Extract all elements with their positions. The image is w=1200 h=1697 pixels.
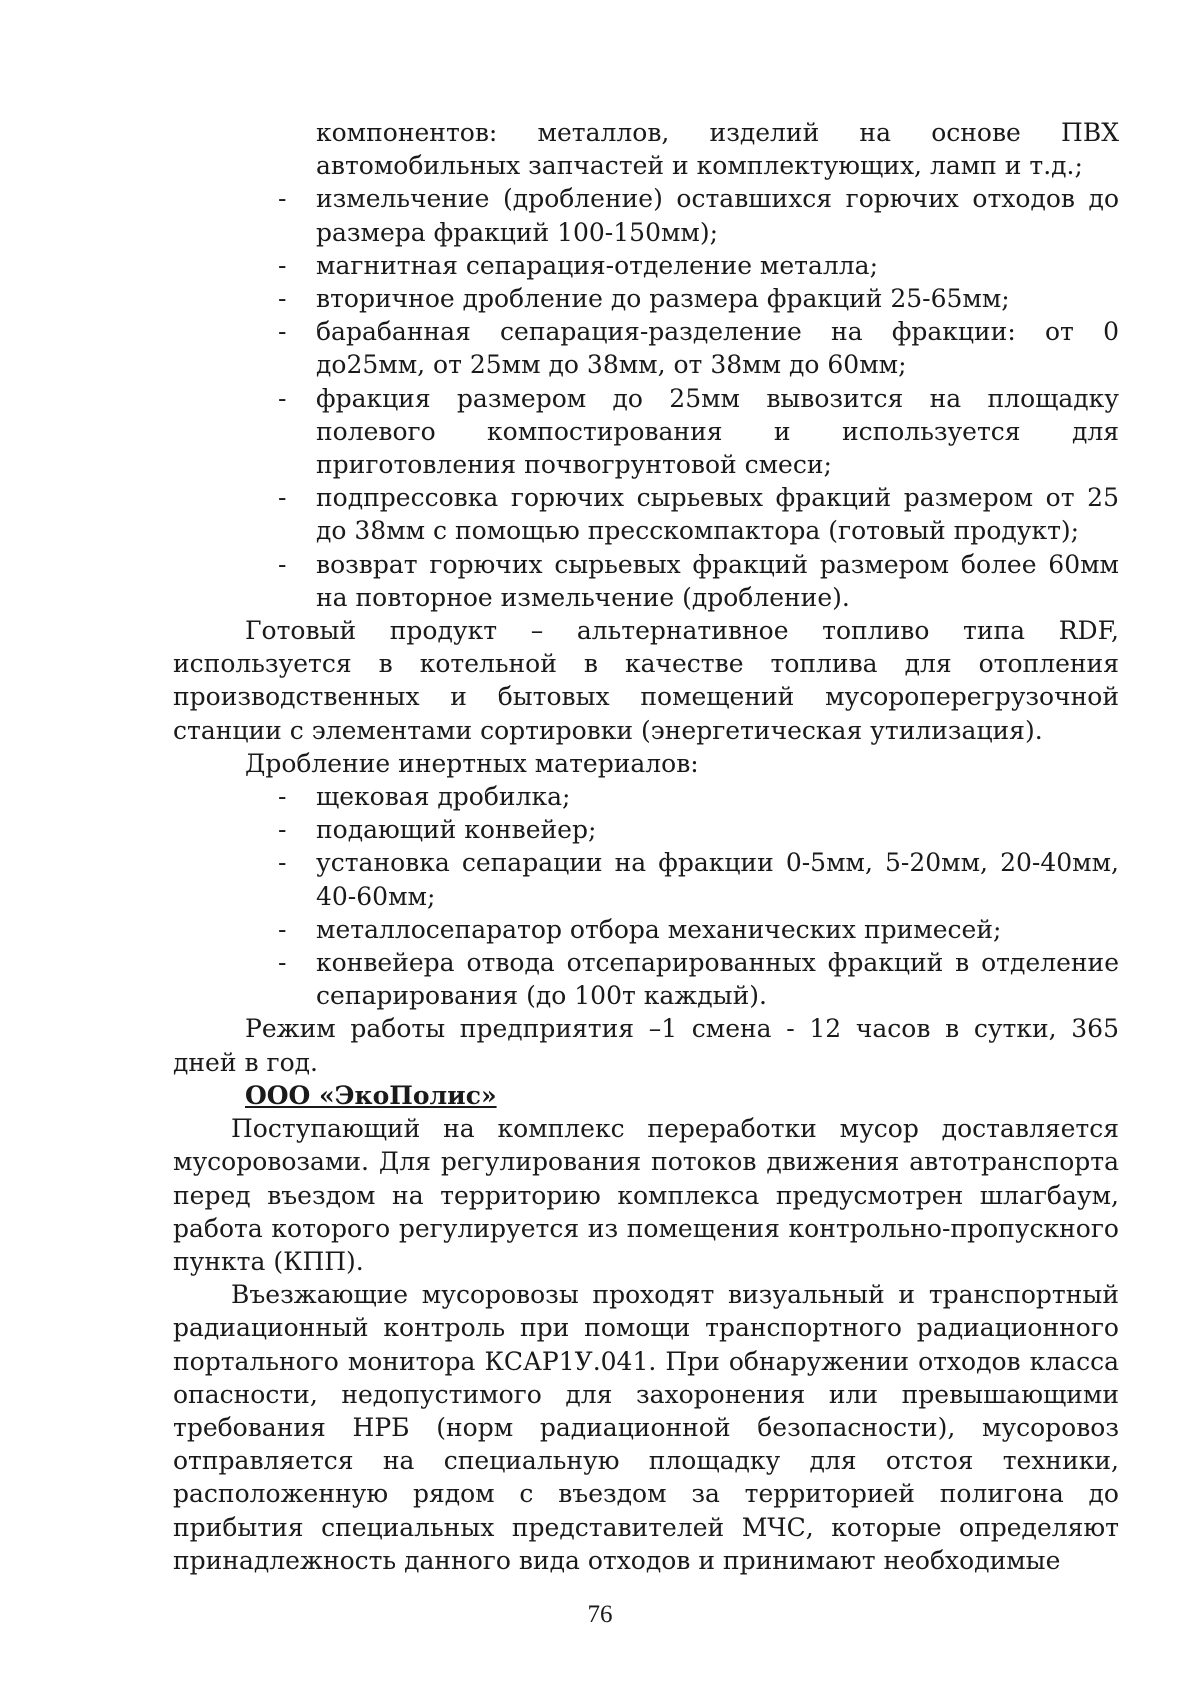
paragraph-arrival: Поступающий на комплекс переработки мусор доставляется мусоровозами. Для регулирования потоков движения автотранспорта перед въездом на территорию комплекса предусмотрен шлагбаум, работа которого регулируется из помещения контрольно-пропускного пункта (КПП). (173, 1114, 1119, 1276)
list-dash: - (278, 948, 287, 978)
list-item-text: возврат горючих сырьевых фракций размером более 60мм на повторное измельчение (дробление). (316, 549, 1119, 612)
list-item-text: щековая дробилка; (316, 782, 571, 812)
list-dash: - (278, 483, 287, 513)
list-dash: - (278, 383, 287, 413)
list-item (173, 946, 1119, 1012)
list-item (173, 548, 1119, 614)
inert-equipment-list (173, 780, 1119, 1012)
list-item-text: установка сепарации на фракции 0-5мм, 5-20мм, 20-40мм, 40-60мм; (316, 848, 1119, 911)
list-item (173, 382, 1119, 482)
inert-materials-heading: Дробление инертных материалов: (245, 748, 699, 778)
company-heading: ООО «ЭкоПолис» (245, 1080, 497, 1110)
list-dash: - (278, 815, 287, 845)
list-item-text: измельчение (дробление) оставшихся горючих отходов до размера фракций 100-150мм); (316, 184, 1119, 247)
continuation-text (173, 116, 1119, 182)
list-item (173, 913, 1119, 946)
list-dash: - (278, 184, 287, 214)
list-dash: - (278, 250, 287, 280)
list-dash: - (278, 284, 287, 314)
list-item-text: подающий конвейер; (316, 815, 597, 845)
list-item-text: конвейера отвода отсепарированных фракций в отделение сепарирования (до 100т каждый). (316, 948, 1119, 1011)
continuation-line-1: компонентов: металлов, изделий на основе ПВХ (316, 118, 1119, 147)
list-item (173, 249, 1119, 282)
list-dash: - (278, 782, 287, 812)
list-dash: - (278, 848, 287, 878)
page-number: 76 (587, 1601, 613, 1628)
list-item-text: металлосепаратор отбора механических примесей; (316, 914, 1002, 944)
list-dash: - (278, 549, 287, 579)
list-item (173, 780, 1119, 813)
continuation-line-2: автомобильных запчастей и комплектующих, ламп и т.д.; (316, 151, 1083, 181)
list-item-text: вторичное дробление до размера фракций 25-65мм; (316, 284, 1010, 314)
paragraph-rdf: Готовый продукт – альтернативное топливо типа RDF, используется в котельной в качестве топлива для отопления производственных и бытовых помещений мусороперегрузочной станции с элементами сортировки (энергетическая утилизация). (173, 616, 1119, 745)
list-item (173, 481, 1119, 547)
list-item-text: фракция размером до 25мм вывозится на площадку полевого компостирования и используется для приготовления почвогрунтовой смеси; (316, 383, 1119, 480)
document-page (173, 116, 1119, 1577)
processing-steps-list (173, 182, 1119, 614)
list-item (173, 182, 1119, 248)
list-dash: - (278, 914, 287, 944)
list-item-text: барабанная сепарация-разделение на фракции: от 0 до25мм, от 25мм до 38мм, от 38мм до 60мм; (316, 317, 1119, 380)
paragraph-work-mode: Режим работы предприятия –1 смена - 12 часов в сутки, 365 дней в год. (173, 1014, 1119, 1077)
paragraph-radiation-control: Въезжающие мусоровозы проходят визуальный и транспортный радиационный контроль при помощи транспортного радиационного портального монитора КСАР1У.041. При обнаружении отходов класса опасности, недопустимого для захоронения или превышающими требования НРБ (норм радиационной безопасности), мусоровоз отправляется на специальную площадку для отстоя техники, расположенную рядом с въездом за территорией полигона до прибытия специальных представителей МЧС, которые определяют принадлежность данного вида отходов и принимают необходимые (173, 1280, 1119, 1575)
list-item-text: магнитная сепарация-отделение металла; (316, 250, 878, 280)
list-item (173, 813, 1119, 846)
list-item (173, 282, 1119, 315)
list-item (173, 846, 1119, 912)
list-item-text: подпрессовка горючих сырьевых фракций размером от 25 до 38мм с помощью пресскомпактора (готовый продукт); (316, 483, 1119, 546)
list-dash: - (278, 317, 287, 347)
list-item (173, 315, 1119, 381)
